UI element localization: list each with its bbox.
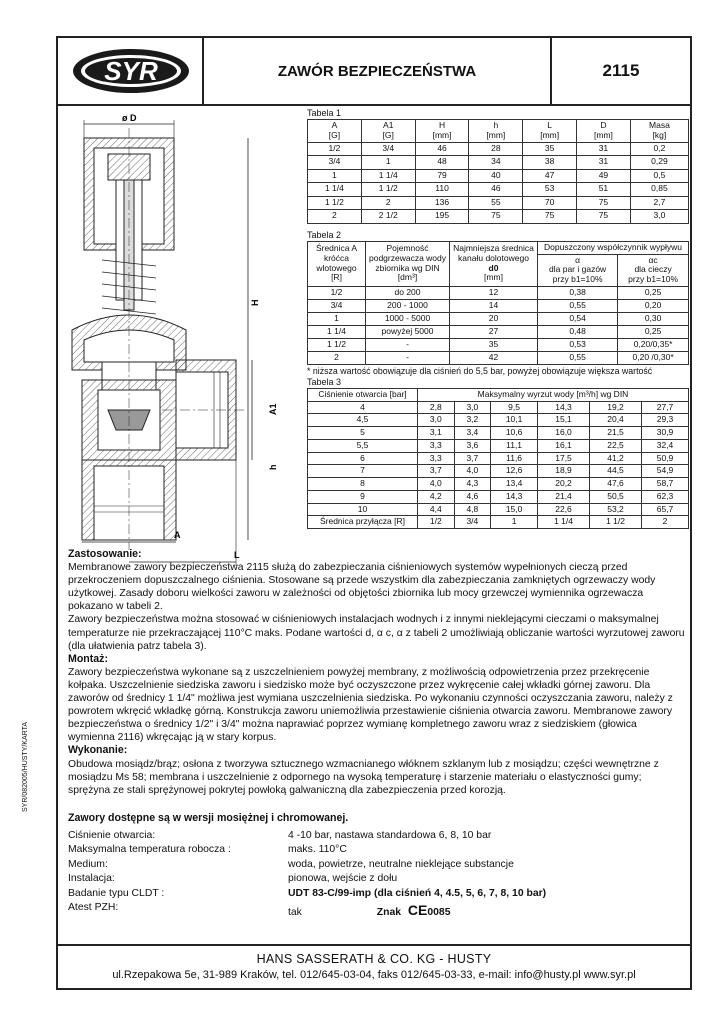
table3-cell: 15,1 <box>538 414 590 427</box>
pzh-label: Atest PZH: <box>68 901 119 913</box>
table1-cell: 48 <box>415 156 469 170</box>
table2-cell: 0,48 <box>538 325 618 338</box>
table3-cell: 62,3 <box>642 490 689 503</box>
table3-cell: 1 <box>491 516 538 529</box>
table2-cell: do 200 <box>366 286 450 299</box>
table3-cell: 4,0 <box>418 478 455 491</box>
table3-row <box>308 427 689 440</box>
dim-label-a1: A1 <box>268 403 278 415</box>
table3-cell: 17,5 <box>538 452 590 465</box>
valve-cross-section <box>62 110 302 570</box>
table1-cell: 31 <box>577 156 631 170</box>
table3-cell: 20,4 <box>590 414 642 427</box>
syr-logo <box>58 38 204 104</box>
table3-cell: 3,2 <box>454 414 491 427</box>
table3-cell: 4,2 <box>418 490 455 503</box>
table3-cell: 65,7 <box>642 503 689 516</box>
table2-cell: 3/4 <box>308 299 366 312</box>
table3-row <box>308 503 689 516</box>
product-code: 2115 <box>602 61 640 80</box>
table3-cell: 21,4 <box>538 490 590 503</box>
table1-header-unit: [G] <box>328 129 341 140</box>
table2-row <box>308 312 689 325</box>
table3-cell: 4,4 <box>418 503 455 516</box>
table2-row <box>308 351 689 364</box>
table2-cell: 1 1/4 <box>308 325 366 338</box>
table2-cell: 1000 - 5000 <box>366 312 450 325</box>
pzh-value-text: tak <box>288 906 302 918</box>
table2-cell: 0,55 <box>538 351 618 364</box>
heading-application: Zastosowanie: <box>68 548 142 560</box>
table3-row <box>308 490 689 503</box>
dim-label-a: A <box>174 530 181 540</box>
table1-header-cell <box>308 120 362 143</box>
table2-cell: 0,53 <box>538 338 618 351</box>
table2-row <box>308 286 689 299</box>
paragraph-construction: Obudowa mosiądz/brąz; osłona z tworzywa sztucznego wzmacnianego włóknem szklanym lub z mosiądzu; części wewnętrzne z mosiądzu Ms 58; membrana i uszczelnienie z odpornego na wysoką temperaturę i starzenie materiału o elastyczności gumy; sprężyna ze stali sprężynowej pokrytej powłoką galwaniczną dla zabezpieczenia przed korozją. <box>68 758 659 796</box>
table2-cell: 0,25 <box>618 325 689 338</box>
table2-cell: 2 <box>308 351 366 364</box>
table3-row <box>308 465 689 478</box>
table1-cell: 3/4 <box>361 142 415 156</box>
table3-cell: 20,2 <box>538 478 590 491</box>
table1-header-name: Masa <box>649 120 670 130</box>
logo-box <box>58 38 204 104</box>
table3-cell: 54,9 <box>642 465 689 478</box>
table1-cell: 75 <box>577 196 631 210</box>
pzh-row <box>68 902 686 916</box>
table1-cell: 31 <box>577 142 631 156</box>
table3-cell: 7 <box>308 465 418 478</box>
table3-cell: 30,9 <box>642 427 689 440</box>
table1-cell: 3/4 <box>308 156 362 170</box>
availability-section <box>68 812 686 916</box>
table2-cell: 1 <box>308 312 366 325</box>
table1-cell: 55 <box>469 196 523 210</box>
table3-cell: 14,3 <box>538 401 590 414</box>
table1-header-row <box>308 120 689 143</box>
table1-cell: 0,2 <box>630 142 688 156</box>
document-title: ZAWÓR BEZPIECZEŃSTWA <box>204 38 552 104</box>
table1-row <box>308 142 689 156</box>
table1-header-cell <box>415 120 469 143</box>
table2-cell: 27 <box>450 325 538 338</box>
footer-address: ul.Rzepakowa 5e, 31-989 Kraków, tel. 012/645-03-04, faks 012/645-03-33, e-mail: info@husty.pl www.syr.pl <box>112 969 636 981</box>
table3-cell: 10,1 <box>491 414 538 427</box>
table3-cell: 3,3 <box>418 439 455 452</box>
table3-row <box>308 516 689 529</box>
table3-cell: 4,5 <box>308 414 418 427</box>
table2-cell: - <box>366 351 450 364</box>
table2-cell: 20 <box>450 312 538 325</box>
table1-cell: 1 <box>361 156 415 170</box>
dim-label-h-small: h <box>268 464 278 470</box>
table1-cell: 35 <box>523 142 577 156</box>
table2-cell: 0,55 <box>538 299 618 312</box>
paragraph-application-2: Zawory bezpieczeństwa można stosować w ciśnieniowych instalacjach wodnych i z innymi nieklejącymi cieczami o maksymalnej temperaturze nie przekraczającej 110°C maks. Podane wartości d, α c, α z tabeli 2 umożliwiają obliczanie wartości wyrzutowej zaworu (dla ułatwienia patrz tabela 3). <box>68 614 685 652</box>
table3-cell: 15,0 <box>491 503 538 516</box>
table3-cell: 9,5 <box>491 401 538 414</box>
table1-cell: 195 <box>415 210 469 224</box>
table3-cell: 32,4 <box>642 439 689 452</box>
ce-number: 0085 <box>427 906 451 918</box>
table3-caption: Tabela 3 <box>307 376 342 387</box>
description-text <box>68 548 686 797</box>
table3-cell: 19,2 <box>590 401 642 414</box>
table3-cell: 16,0 <box>538 427 590 440</box>
table3-cell: 41,2 <box>590 452 642 465</box>
table2-cell: 1/2 <box>308 286 366 299</box>
dim-label-od: ø D <box>122 113 137 123</box>
table1-header-unit: [G] <box>382 129 394 140</box>
paragraph-application-1: Membranowe zawory bezpieczeństwa 2115 służą do zabezpieczania ciśnieniowych systemów wypełnionych cieczą przed przekroczeniem dopuszczalnego ciśnienia. Stosowane są przede wszystkim dla zabezpieczania zamkniętych ogrzewaczy wody użytkowej. Zasady doboru wielkości zaworu w zależności od objętości zbiornika lub mocy grzewczej wymiennika ogrzewacza pokazano w tabeli 2. <box>68 562 656 613</box>
availability-title: Zawory dostępne są w wersji mosiężnej i chromowanej. <box>68 812 349 824</box>
table2-row <box>308 325 689 338</box>
spec-label: Badanie typu CLDT : <box>68 887 165 899</box>
table3-cell: 3,3 <box>418 452 455 465</box>
table3-cell: 1 1/2 <box>590 516 642 529</box>
table2-cell: - <box>366 338 450 351</box>
table1-cell: 1/2 <box>308 142 362 156</box>
table3-cell: 5 <box>308 427 418 440</box>
table3-cell: 11,1 <box>491 439 538 452</box>
table1-row <box>308 169 689 183</box>
table1-cell: 46 <box>415 142 469 156</box>
spec-value: woda, powietrze, neutralne nieklejące substancje <box>288 858 514 870</box>
table1-header-cell <box>577 120 631 143</box>
table3-cell: 58,7 <box>642 478 689 491</box>
spec-label: Maksymalna temperatura robocza : <box>68 844 231 856</box>
table3-cell: 22,5 <box>590 439 642 452</box>
tables-area <box>307 108 689 529</box>
table3-row <box>308 401 689 414</box>
table1-cell: 0,5 <box>630 169 688 183</box>
table1-header-name: H <box>438 120 446 130</box>
table1-cell: 2 <box>361 196 415 210</box>
table2 <box>307 241 689 365</box>
footer-company: HANS SASSERATH & CO. KG - HUSTY <box>256 952 492 966</box>
table2-header-capacity: Pojemność podgrzewacza wody zbiornika wg DIN [dm³] <box>366 241 450 286</box>
table3-header-pressure: Ciśnienie otwarcia [bar] <box>308 388 418 401</box>
table1-header-cell <box>630 120 688 143</box>
pzh-value <box>288 902 686 916</box>
table1-cell: 47 <box>523 169 577 183</box>
table1-cell: 1 1/4 <box>308 183 362 197</box>
table3-cell: 3,0 <box>418 414 455 427</box>
table1-row <box>308 210 689 224</box>
table3-row <box>308 439 689 452</box>
spec-value: UDT 83-C/99-imp (dla ciśnień 4, 4.5, 5, 6, 7, 8, 10 bar) <box>288 887 547 899</box>
spec-row <box>68 873 686 887</box>
table3-cell: 3,7 <box>454 452 491 465</box>
table2-header-diameter: Średnica A króćca wlotowego [R] <box>308 241 366 286</box>
table1-header-name: h <box>493 120 499 130</box>
alpha-c-desc: dla cieczy <box>634 264 672 275</box>
spec-row <box>68 859 686 873</box>
table2-cell: 14 <box>450 299 538 312</box>
table3-cell: 2 <box>642 516 689 529</box>
table3-row <box>308 452 689 465</box>
table2-cell: 0,20 /0,30* <box>618 351 689 364</box>
spec-row <box>68 844 686 858</box>
table3-cell: 1 1/4 <box>538 516 590 529</box>
table3-cell: 5,5 <box>308 439 418 452</box>
spec-value: 4 -10 bar, nastawa standardowa 6, 8, 10 bar <box>288 830 492 841</box>
table3-cell: 4,0 <box>454 465 491 478</box>
table3-cell: 4,3 <box>454 478 491 491</box>
table3-header-flow: Maksymalny wyrzut wody [m³/h] wg DIN <box>418 388 689 401</box>
spec-label: Instalacja: <box>68 873 115 885</box>
heading-construction: Wykonanie: <box>68 744 128 757</box>
table1-cell: 79 <box>415 169 469 183</box>
table1-cell: 1 <box>308 169 362 183</box>
table2-cell: 42 <box>450 351 538 364</box>
paragraph-installation: Zawory bezpieczeństwa wykonane są z uszczelnieniem powyżej membrany, z możliwością odpowietrzenia przez przekręcenie kołpaka. Uszczelnienie siedziska zaworu i siedzisko może być oczyszczone przez wykręcenie całej wkładki górnej zaworu. Dla zaworów od średnicy 1 1/4" możliwa jest wymiana uszczelnienia siedziska. Po wykonaniu czynności oczyszczania zaworu, należy z powrotem wkręcić wkładkę górną. Konstrukcja zaworu uniemożliwia przestawienie ciśnienia otwarcia zaworu. Membranowe zawory bezpieczeństwa o średnicy 1/2" i 3/4" można naprawiać poprzez wymianę kompletnego zaworu wraz z siedziskiem (głowica wymienna 2116) wkręcając ją w stary korpus. <box>68 666 673 744</box>
table2-header-coefficient: Dopuszczony współczynnik wypływu <box>538 241 689 254</box>
table1-cell: 75 <box>469 210 523 224</box>
table1-header-name: D <box>600 120 607 130</box>
table2-row <box>308 299 689 312</box>
table3-cell: 10 <box>308 503 418 516</box>
table2-cell: 0,25 <box>618 286 689 299</box>
table1-cell: 2 <box>308 210 362 224</box>
table1-header-name: A1 <box>383 120 394 130</box>
table1-header-cell <box>469 120 523 143</box>
table2-cell: powyżej 5000 <box>366 325 450 338</box>
ce-mark-icon: CE <box>407 901 428 918</box>
table1-cell: 34 <box>469 156 523 170</box>
table1-header-cell <box>361 120 415 143</box>
alpha-symbol: α <box>575 254 581 265</box>
table2-header-alpha-c <box>618 254 689 286</box>
table1-cell: 2,7 <box>630 196 688 210</box>
table1-header-cell <box>523 120 577 143</box>
table3-cell: 1/2 <box>418 516 455 529</box>
header <box>58 38 690 106</box>
table1-cell: 38 <box>523 156 577 170</box>
alpha-desc: dla par i gazów <box>549 264 607 275</box>
table3-cell: 50,9 <box>642 452 689 465</box>
table3-cell: 3,0 <box>454 401 491 414</box>
table1-header-unit: [mm] <box>594 129 613 140</box>
table1-cell: 1 1/2 <box>308 196 362 210</box>
table3-cell: 11,6 <box>491 452 538 465</box>
dim-label-h-big: H <box>250 299 260 306</box>
spec-value: pionowa, wejście z dołu <box>288 873 398 885</box>
heading-installation: Montaż: <box>68 652 109 665</box>
table1-cell: 1 1/2 <box>361 183 415 197</box>
table3-cell: 50,5 <box>590 490 642 503</box>
table3-cell: 16,1 <box>538 439 590 452</box>
table2-header-channel-unit: [mm] <box>484 272 503 283</box>
table1-row <box>308 156 689 170</box>
table1 <box>307 119 689 224</box>
table3-cell: 4,6 <box>454 490 491 503</box>
table1-header-unit: [mm] <box>486 129 506 140</box>
table3-row <box>308 414 689 427</box>
table2-cell: 1 1/2 <box>308 338 366 351</box>
alpha-c-symbol: αc <box>648 254 658 265</box>
logo-text: SYR <box>104 56 158 86</box>
table3-cell: 44,5 <box>590 465 642 478</box>
table3-cell: 3,1 <box>418 427 455 440</box>
footer <box>58 944 690 990</box>
table2-cell: 0,20 <box>618 299 689 312</box>
table3-cell: Średnica przyłącza [R] <box>308 516 418 529</box>
table3-cell: 2,8 <box>418 401 455 414</box>
table3-cell: 29,3 <box>642 414 689 427</box>
table1-cell: 1 1/4 <box>361 169 415 183</box>
valve-drawing <box>62 110 302 570</box>
table1-cell: 75 <box>523 210 577 224</box>
table3-cell: 4,8 <box>454 503 491 516</box>
table1-cell: 46 <box>469 183 523 197</box>
znak-label: Znak <box>376 906 402 918</box>
table1-row <box>308 196 689 210</box>
table2-cell: 200 - 1000 <box>366 299 450 312</box>
table2-cell: 0,20/0,35* <box>618 338 689 351</box>
table3-cell: 22,6 <box>538 503 590 516</box>
table1-cell: 3,0 <box>630 210 688 224</box>
table1-cell: 0,85 <box>630 183 688 197</box>
table2-header-channel <box>450 241 538 286</box>
table3-row <box>308 478 689 491</box>
table2-header-alpha <box>538 254 618 286</box>
table2-row <box>308 338 689 351</box>
table2-header-channel-symbol: d0 <box>488 262 499 273</box>
table1-cell: 53 <box>523 183 577 197</box>
table3-cell: 18,9 <box>538 465 590 478</box>
table1-cell: 70 <box>523 196 577 210</box>
table1-caption: Tabela 1 <box>307 108 342 118</box>
table1-header-name: L <box>547 120 553 130</box>
table1-cell: 110 <box>415 183 469 197</box>
table2-note: * niższa wartość obowiązuje dla ciśnień do 5,5 bar, powyżej obowiązuje większa wartość <box>307 365 653 376</box>
table1-header-unit: [kg] <box>652 129 667 140</box>
spec-row <box>68 830 686 844</box>
table1-cell: 40 <box>469 169 523 183</box>
table3-cell: 8 <box>308 478 418 491</box>
alpha-cond: przy b1=10% <box>552 274 603 285</box>
table3-cell: 47,6 <box>590 478 642 491</box>
table3-cell: 27,7 <box>642 401 689 414</box>
table1-row <box>308 183 689 197</box>
table1-cell: 0,29 <box>630 156 688 170</box>
document-code: SYR/082005/HUSTY/KARTA <box>22 721 29 812</box>
table3-cell: 3,7 <box>418 465 455 478</box>
table3-cell: 6 <box>308 452 418 465</box>
table3-cell: 21,5 <box>590 427 642 440</box>
table3-cell: 12,6 <box>491 465 538 478</box>
table1-header-unit: [mm] <box>540 129 560 140</box>
table2-cell: 0,30 <box>618 312 689 325</box>
table1-cell: 28 <box>469 142 523 156</box>
dim-label-l: L <box>234 550 240 560</box>
table2-cell: 12 <box>450 286 538 299</box>
table2-cell: 0,38 <box>538 286 618 299</box>
table3-cell: 13,4 <box>491 478 538 491</box>
table3-cell: 3/4 <box>454 516 491 529</box>
table1-header-unit: [mm] <box>432 129 452 140</box>
table1-cell: 136 <box>415 196 469 210</box>
table1-cell: 49 <box>577 169 631 183</box>
table3-cell: 3,4 <box>454 427 491 440</box>
table2-cell: 0,54 <box>538 312 618 325</box>
table3-cell: 3,6 <box>454 439 491 452</box>
table1-cell: 51 <box>577 183 631 197</box>
table3-cell: 10,6 <box>491 427 538 440</box>
table1-cell: 2 1/2 <box>361 210 415 224</box>
alpha-c-cond: przy b1=10% <box>628 274 679 285</box>
table1-header-name: A <box>331 120 338 130</box>
spec-value: maks. 110°C <box>288 844 347 856</box>
table3 <box>307 388 689 529</box>
spec-label: Ciśnienie otwarcia: <box>68 830 156 841</box>
table2-caption: Tabela 2 <box>307 229 342 240</box>
spec-row <box>68 888 686 902</box>
table3-cell: 53,2 <box>590 503 642 516</box>
table3-cell: 9 <box>308 490 418 503</box>
spec-label: Medium: <box>68 858 108 870</box>
table1-cell: 75 <box>577 210 631 224</box>
table2-cell: 35 <box>450 338 538 351</box>
table3-cell: 4 <box>308 401 418 414</box>
table3-cell: 14,3 <box>491 490 538 503</box>
table2-header-channel-text: Najmniejsza średnica kanału dolotowego <box>453 243 534 263</box>
